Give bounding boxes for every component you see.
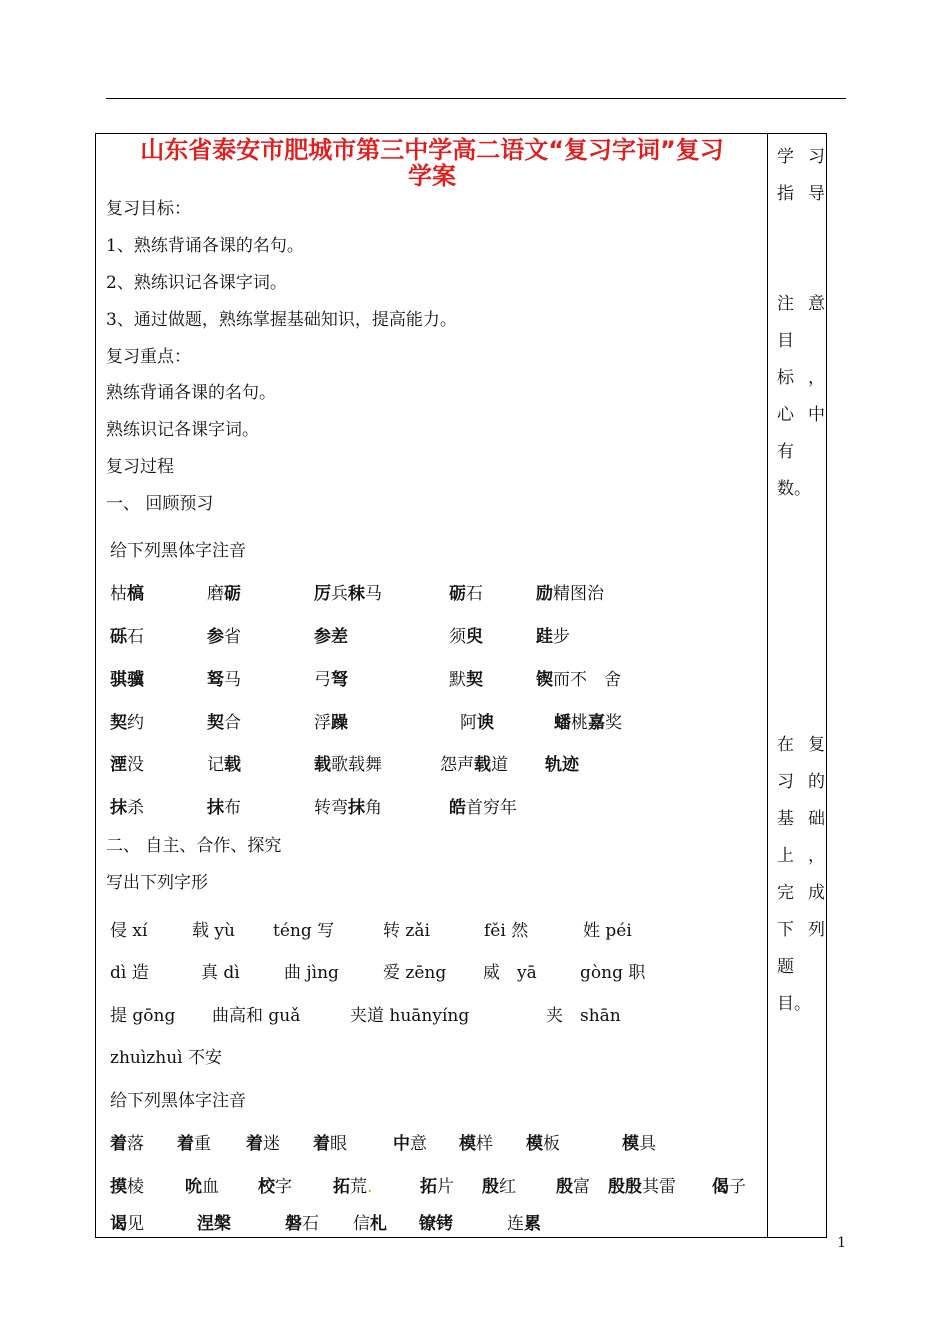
side-note-char: 中 [808, 405, 825, 425]
bold-word: 骐骥 [110, 670, 144, 690]
bold-word: 驽马 [207, 670, 241, 690]
section-1-heading: 一、 回顾预习 [106, 494, 214, 514]
side-note-char: 导 [808, 184, 825, 204]
document-title [100, 137, 764, 189]
glyph-item: 夹道 huānyíng [350, 1006, 470, 1026]
pinyin-instruction-2: 给下列黑体字注音 [110, 1091, 246, 1111]
bold-word: 锲而不 舍 [536, 670, 621, 690]
side-note-char: ， [808, 846, 825, 866]
side-note-char: 的 [808, 772, 825, 792]
bold-word: 载歌载舞 [314, 755, 382, 775]
glyph-item: dì 造 [110, 963, 149, 983]
glyph-item: 威 yā [483, 963, 537, 983]
side-note-char: 数。 [777, 479, 811, 499]
page-number: 1 [837, 1235, 846, 1251]
bold-word: 枯槁 [110, 584, 144, 604]
glyph-item: 真 dì [201, 963, 240, 983]
side-note-row [777, 286, 825, 323]
side-note-row [777, 912, 825, 949]
bold-word: 湮没 [110, 755, 144, 775]
side-note-char: 有 [777, 442, 794, 462]
goals-heading: 复习目标： [106, 199, 191, 219]
glyph-item: 曲 jìng [284, 963, 339, 983]
side-note-row [777, 875, 825, 912]
side-note-char: 完 [777, 883, 794, 903]
bold-word: 弓弩 [314, 670, 348, 690]
bold-word: 摸棱 [110, 1177, 144, 1197]
glyph-item: 侵 xí [110, 921, 148, 941]
bold-word: 磨砺 [207, 584, 241, 604]
side-note-char: 目 [777, 331, 794, 351]
section-2-heading: 二、 自主、合作、探究 [106, 836, 282, 856]
bold-word: 校字 [258, 1177, 292, 1197]
bold-word: 拓荒. [333, 1177, 373, 1197]
bold-word: 砾石 [110, 627, 144, 647]
bold-word: 契约 [110, 713, 144, 733]
bold-word: 参差 [314, 627, 348, 647]
glyph-item: 提 gōng [110, 1006, 176, 1026]
bold-word: 阿谀 [460, 713, 494, 733]
side-note-char: 目。 [777, 994, 811, 1014]
glyph-item: 转 zǎi [383, 921, 430, 941]
glyph-item: 姓 péi [583, 921, 632, 941]
bold-word: 抹布 [207, 798, 241, 818]
glyph-item: 载 yù [192, 921, 235, 941]
bold-word: 浮躁 [314, 713, 348, 733]
side-note-row [777, 360, 825, 397]
glyph-item: fěi 然 [484, 921, 529, 941]
title-line-2: 学案 [408, 162, 456, 190]
bold-word: 涅槃 [197, 1214, 231, 1234]
bold-word: 着重 [177, 1134, 211, 1154]
bold-word: 着落 [110, 1134, 144, 1154]
glyph-item: zhuìzhuì 不安 [110, 1048, 222, 1068]
glyph-item: 爱 zēng [383, 963, 447, 983]
bold-word: 模板 [526, 1134, 560, 1154]
key-heading: 复习重点： [106, 347, 191, 367]
bold-word: 模具 [622, 1134, 656, 1154]
bold-word: 厉兵秣马 [314, 584, 382, 604]
side-note-char: 意 [808, 294, 825, 314]
bold-word: 抹杀 [110, 798, 144, 818]
glyph-instruction: 写出下列字形 [106, 873, 208, 893]
glyph-item: gòng 职 [580, 963, 646, 983]
pinyin-instruction: 给下列黑体字注音 [110, 541, 246, 561]
side-note-row [777, 801, 825, 838]
side-note-char: 习 [808, 147, 825, 167]
bold-word: 转弯抹角 [314, 798, 382, 818]
side-note-char: ， [808, 368, 825, 388]
bold-word: 须臾 [449, 627, 483, 647]
side-note-char: 列 [808, 920, 825, 940]
bold-word: 跬步 [536, 627, 570, 647]
header-rule [106, 98, 846, 99]
side-note-char: 标 [777, 368, 794, 388]
side-note-char: 指 [777, 184, 794, 204]
bold-word: 偈子 [712, 1177, 746, 1197]
side-note-char: 成 [808, 883, 825, 903]
bold-word: 怨声载道 [440, 755, 508, 775]
bold-word: 蟠桃嘉奖 [554, 713, 622, 733]
goal-1: 1、熟练背诵各课的名句。 [106, 236, 304, 256]
process-heading: 复习过程 [106, 457, 174, 477]
bold-word: 拓片 [420, 1177, 454, 1197]
bold-word: 磐石 [285, 1214, 319, 1234]
bold-word: 中意 [393, 1134, 427, 1154]
side-note-row [777, 838, 825, 875]
side-note-char: 下 [777, 920, 794, 940]
side-note-char: 在 [777, 735, 794, 755]
side-note-char: 础 [808, 809, 825, 829]
key-1: 熟练背诵各课的名句。 [106, 383, 276, 403]
side-note-char: 习 [777, 772, 794, 792]
bold-word: 默契 [449, 670, 483, 690]
side-note-char: 学 [777, 147, 794, 167]
side-note-char: 题 [777, 957, 794, 977]
goal-2: 2、熟练识记各课字词。 [106, 273, 287, 293]
column-divider [767, 133, 768, 1238]
side-note-row [777, 986, 825, 1023]
side-note-row [777, 176, 825, 213]
bold-word: 皓首穷年 [449, 798, 517, 818]
bold-word: 信札 [353, 1214, 387, 1234]
bold-word: 殷红 [482, 1177, 516, 1197]
side-note-row [777, 471, 825, 508]
side-note-char: 基 [777, 809, 794, 829]
side-note-char: 复 [808, 735, 825, 755]
side-note-row [777, 397, 825, 434]
bold-word: 镣铐 [419, 1214, 453, 1234]
side-note-row [777, 434, 825, 471]
side-note-study-guide [777, 139, 825, 213]
side-note-row [777, 323, 825, 360]
side-note-tasks [777, 727, 825, 1023]
bold-word: 励精图治 [536, 584, 604, 604]
bold-word: 着迷 [246, 1134, 280, 1154]
bold-word: 吮血 [185, 1177, 219, 1197]
side-note-char: 上 [777, 846, 794, 866]
bold-word: 参省 [207, 627, 241, 647]
title-line-1: 山东省泰安市肥城市第三中学高二语文“复习字词”复习 [140, 136, 724, 164]
side-note-char: 注 [777, 294, 794, 314]
bold-word: 砺石 [449, 584, 483, 604]
bold-word: 契合 [207, 713, 241, 733]
bold-word: 着眼 [313, 1134, 347, 1154]
key-2: 熟练识记各课字词。 [106, 420, 259, 440]
bold-word: 连累 [507, 1214, 541, 1234]
side-note-row [777, 949, 825, 986]
bold-word: 殷殷其雷 [608, 1177, 676, 1197]
side-note-char: 心 [777, 405, 794, 425]
side-note-goals [777, 286, 825, 508]
bold-word: 记载 [207, 755, 241, 775]
bold-word: 谒见 [110, 1214, 144, 1234]
goal-3: 3、通过做题，熟练掌握基础知识，提高能力。 [106, 310, 457, 330]
glyph-item: 夹 shān [546, 1006, 621, 1026]
glyph-item: 曲高和 guǎ [212, 1006, 301, 1026]
bold-word: 轨迹 [545, 755, 579, 775]
glyph-item: téng 写 [273, 921, 335, 941]
side-note-row [777, 727, 825, 764]
side-note-row [777, 139, 825, 176]
bold-word: 殷富 [556, 1177, 590, 1197]
bold-word: 模样 [459, 1134, 493, 1154]
side-note-row [777, 764, 825, 801]
